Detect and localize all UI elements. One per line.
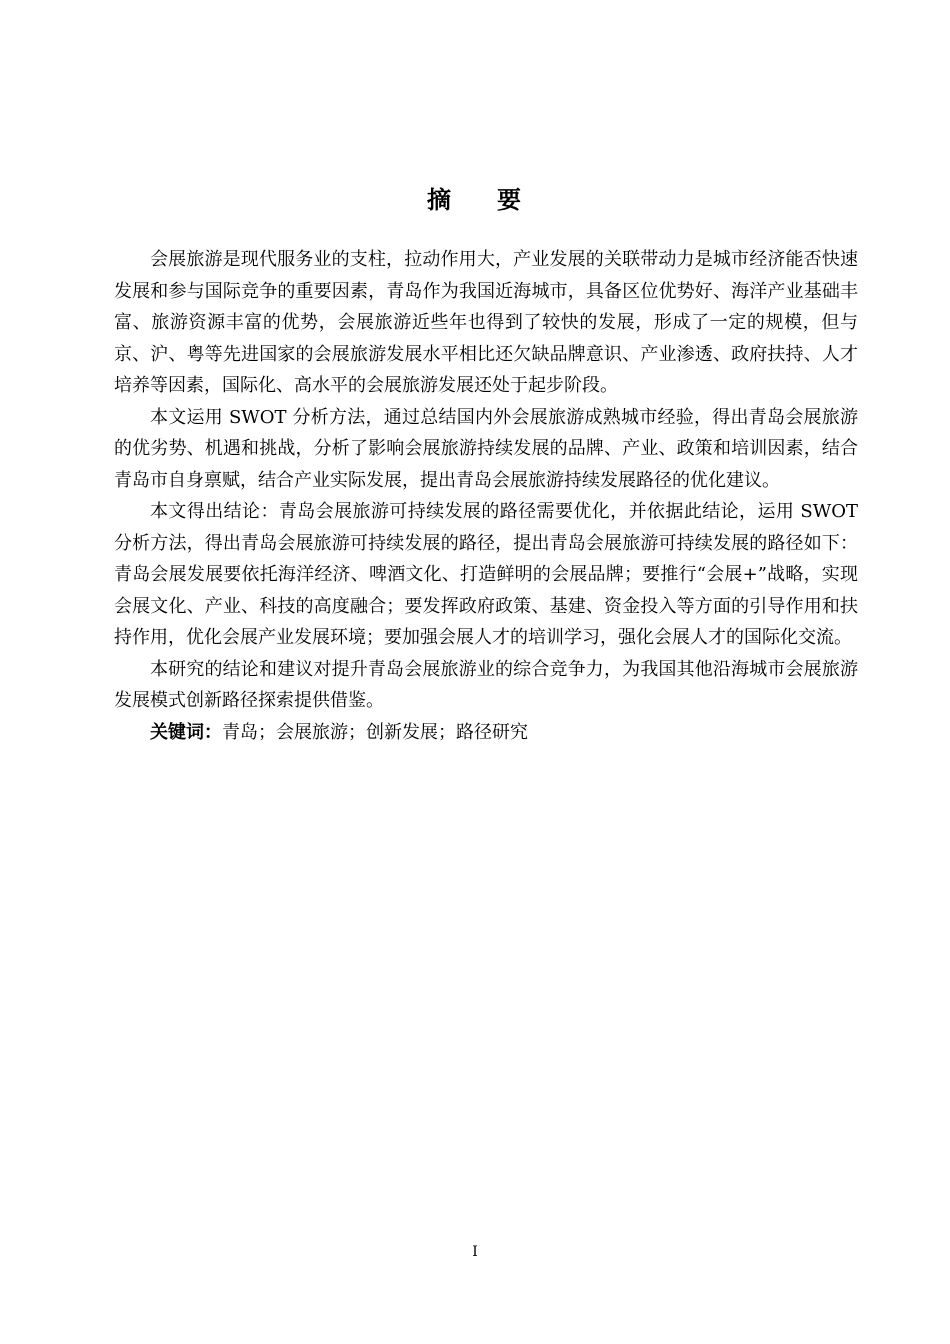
title-char-1: 摘	[427, 186, 453, 214]
keywords-label: 关键词：	[150, 721, 222, 743]
abstract-paragraph-3: 本文得出结论：青岛会展旅游可持续发展的路径需要优化，并依据此结论，运用 SWOT 分析方法，得出青岛会展旅游可持续发展的路径，提出青岛会展旅游可持续发展的路径如下：青岛会展发展要依托海洋经济、啤酒文化、打造鲜明的会展品牌；要推行“会展+”战略，实现会展文化、产业、科技的高度融合；要发挥政府政策、基建、资金投入等方面的引导作用和扶持作用，优化会展产业发展环境；要加强会展人才的培训学习，强化会展人才的国际化交流。	[114, 501, 858, 648]
title-char-2: 要	[497, 186, 523, 214]
abstract-paragraph-1: 会展旅游是现代服务业的支柱，拉动作用大，产业发展的关联带动力是城市经济能否快速发展和参与国际竞争的重要因素，青岛作为我国近海城市，具备区位优势好、海洋产业基础丰富、旅游资源丰富的优势，会展旅游近些年也得到了较快的发展，形成了一定的规模，但与京、沪、粤等先进国家的会展旅游发展水平相比还欠缺品牌意识、产业渗透、政府扶持、人才培养等因素，国际化、高水平的会展旅游发展还处于起步阶段。	[114, 249, 858, 396]
abstract-paragraph-4: 本研究的结论和建议对提升青岛会展旅游业的综合竞争力，为我国其他沿海城市会展旅游发展模式创新路径探索提供借鉴。	[114, 658, 858, 711]
abstract-paragraph-2: 本文运用 SWOT 分析方法，通过总结国内外会展旅游成熟城市经验，得出青岛会展旅游的优劣势、机遇和挑战，分析了影响会展旅游持续发展的品牌、产业、政策和培训因素，结合青岛市自身禀赋，结合产业实际发展，提出青岛会展旅游持续发展路径的优化建议。	[114, 406, 858, 491]
abstract-body	[114, 244, 858, 748]
keywords-line	[114, 717, 858, 749]
abstract-title	[0, 180, 950, 215]
keywords-text: 青岛；会展旅游；创新发展；路径研究	[222, 721, 528, 743]
page-number: I	[472, 1244, 478, 1260]
